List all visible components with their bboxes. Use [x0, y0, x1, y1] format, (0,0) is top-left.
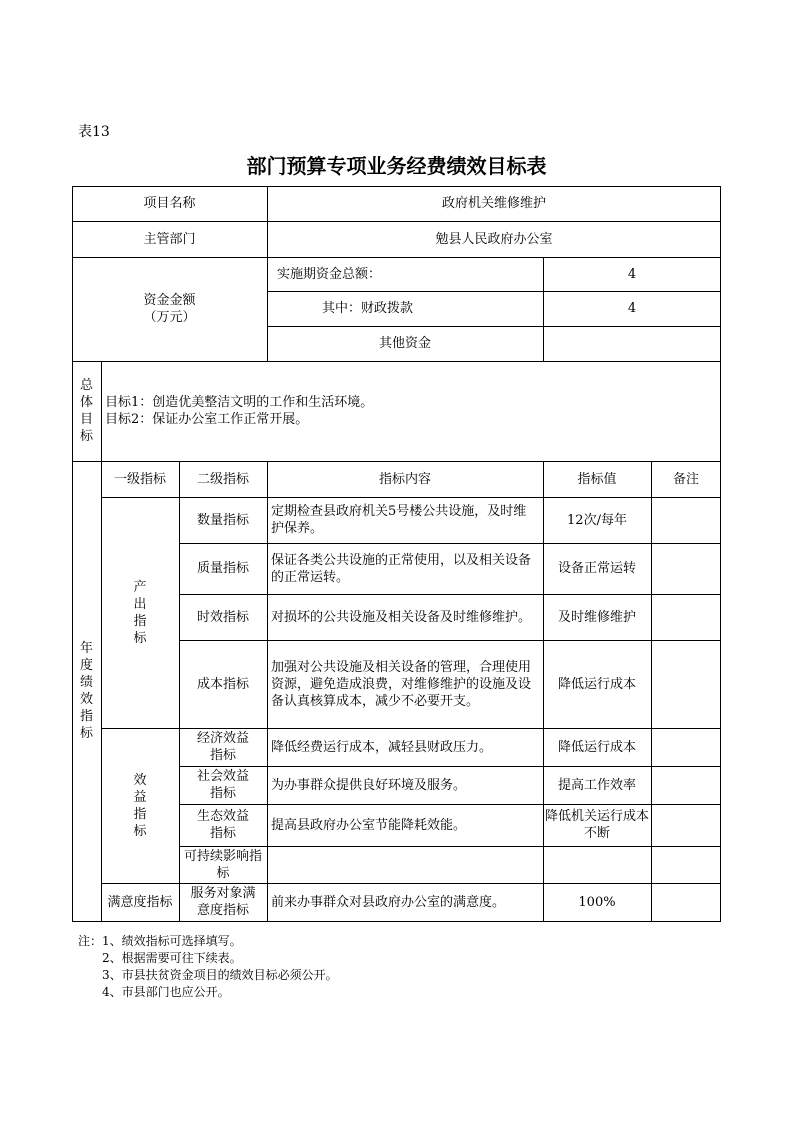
project-name-value: 政府机关维修维护 — [441, 196, 546, 211]
performance-target-table — [72, 186, 721, 922]
annual-indicators-label-text: 年度绩效指标 — [79, 641, 93, 741]
goal-line: 目标2：保证办公室工作正常开展。 — [105, 412, 309, 427]
table-border-bottom — [72, 921, 721, 922]
indicator-level2: 质量指标 — [196, 561, 249, 576]
indicator-content: 保证各类公共设施的正常使用，以及相关设备的正常运转。 — [271, 552, 532, 585]
indicator-remark — [651, 766, 721, 804]
indicator-remark — [651, 594, 721, 640]
indicator-content: 前来办事群众对县政府办公室的满意度。 — [271, 894, 506, 910]
funds-total-value: 4 — [627, 266, 637, 282]
indicator-value: 100% — [578, 894, 616, 910]
department-label: 主管部门 — [143, 231, 196, 247]
funds-label-text: 资金金额 — [143, 293, 196, 308]
group-benefit — [101, 728, 179, 883]
indicator-level2: 生态效益指标 — [196, 809, 249, 841]
indicator-content: 定期检查县政府机关5号楼公共设施，及时维护保养。 — [271, 504, 527, 536]
indicator-level2: 可持续影响指标 — [183, 848, 262, 881]
indicator-level2: 时效指标 — [196, 609, 249, 625]
indicator-value: 降低运行成本 — [557, 676, 636, 692]
indicator-content: 提高县政府办公室节能降耗效能。 — [271, 817, 467, 833]
footnote-line: 3、市县扶贫资金项目的绩效目标必须公开。 — [78, 968, 338, 982]
indicator-level2: 数量指标 — [196, 512, 249, 528]
project-name-label: 项目名称 — [143, 196, 196, 211]
footnote-line: 4、市县部门也应公开。 — [78, 985, 230, 999]
group-output — [101, 497, 179, 728]
overall-goal-label — [72, 361, 101, 461]
indicator-value: 及时维修维护 — [557, 609, 636, 625]
indicator-level2: 社会效益指标 — [196, 769, 249, 801]
indicator-content: 为办事群众提供良好环境及服务。 — [271, 777, 467, 793]
indicator-remark — [651, 497, 721, 543]
indicator-content — [267, 846, 543, 883]
indicator-remark — [651, 846, 721, 883]
indicator-remark — [651, 883, 721, 921]
funds-label — [72, 257, 267, 361]
indicator-remark — [651, 543, 721, 594]
funds-fiscal-label: 其中：财政拨款 — [322, 301, 414, 316]
header-content: 指标内容 — [378, 471, 431, 487]
funds-other-value — [543, 326, 721, 361]
page-title: 部门预算专项业务经费绩效目标表 — [246, 154, 547, 178]
footnotes — [78, 933, 338, 1001]
funds-other-label: 其他资金 — [378, 336, 431, 351]
footnote-line: 2、根据需要可往下续表。 — [78, 951, 242, 965]
goal-line: 目标1：创造优美整洁文明的工作和生活环境。 — [105, 395, 374, 410]
department-value: 勉县人民政府办公室 — [435, 231, 553, 247]
header-value: 指标值 — [577, 471, 617, 487]
indicator-value: 12次/每年 — [567, 512, 627, 528]
indicator-value: 提高工作效率 — [557, 777, 636, 793]
indicator-value: 降低运行成本 — [557, 739, 636, 755]
group-benefit-text: 效益指标 — [133, 772, 147, 839]
header-level1: 一级指标 — [113, 471, 166, 487]
group-output-text: 产出指标 — [133, 579, 147, 646]
indicator-content: 加强对公共设施及相关设备的管理，合理使用资源，避免造成浪费，对维修维护的设施及设备认真核算成本，减少不必要开支。 — [271, 659, 532, 709]
indicator-remark — [651, 640, 721, 728]
indicator-level2: 经济效益指标 — [196, 731, 249, 763]
funds-fiscal-value: 4 — [627, 301, 637, 316]
indicator-value: 降低机关运行成本不断 — [545, 809, 650, 841]
overall-goal-label-text: 总体目标 — [79, 378, 93, 444]
overall-goal-content — [101, 361, 721, 461]
indicator-remark — [651, 804, 721, 846]
indicator-remark — [651, 728, 721, 766]
funds-unit-text: （万元） — [143, 310, 196, 325]
table-number: 表13 — [78, 124, 110, 140]
indicator-content: 降低经费运行成本，减轻县财政压力。 — [271, 739, 493, 755]
footnote-line: 注：1、绩效指标可选择填写。 — [78, 934, 242, 948]
header-remark: 备注 — [672, 471, 699, 487]
indicator-value — [543, 846, 651, 883]
indicator-value: 设备正常运转 — [557, 561, 636, 576]
indicator-content: 对损坏的公共设施及相关设备及时维修维护。 — [271, 609, 532, 625]
indicator-level2: 服务对象满意度指标 — [190, 886, 256, 918]
funds-total-label: 实施期资金总额： — [277, 266, 382, 282]
group-satisfaction: 满意度指标 — [107, 894, 173, 910]
indicator-level2: 成本指标 — [196, 676, 249, 692]
annual-indicators-label — [72, 461, 101, 921]
header-level2: 二级指标 — [196, 471, 249, 487]
